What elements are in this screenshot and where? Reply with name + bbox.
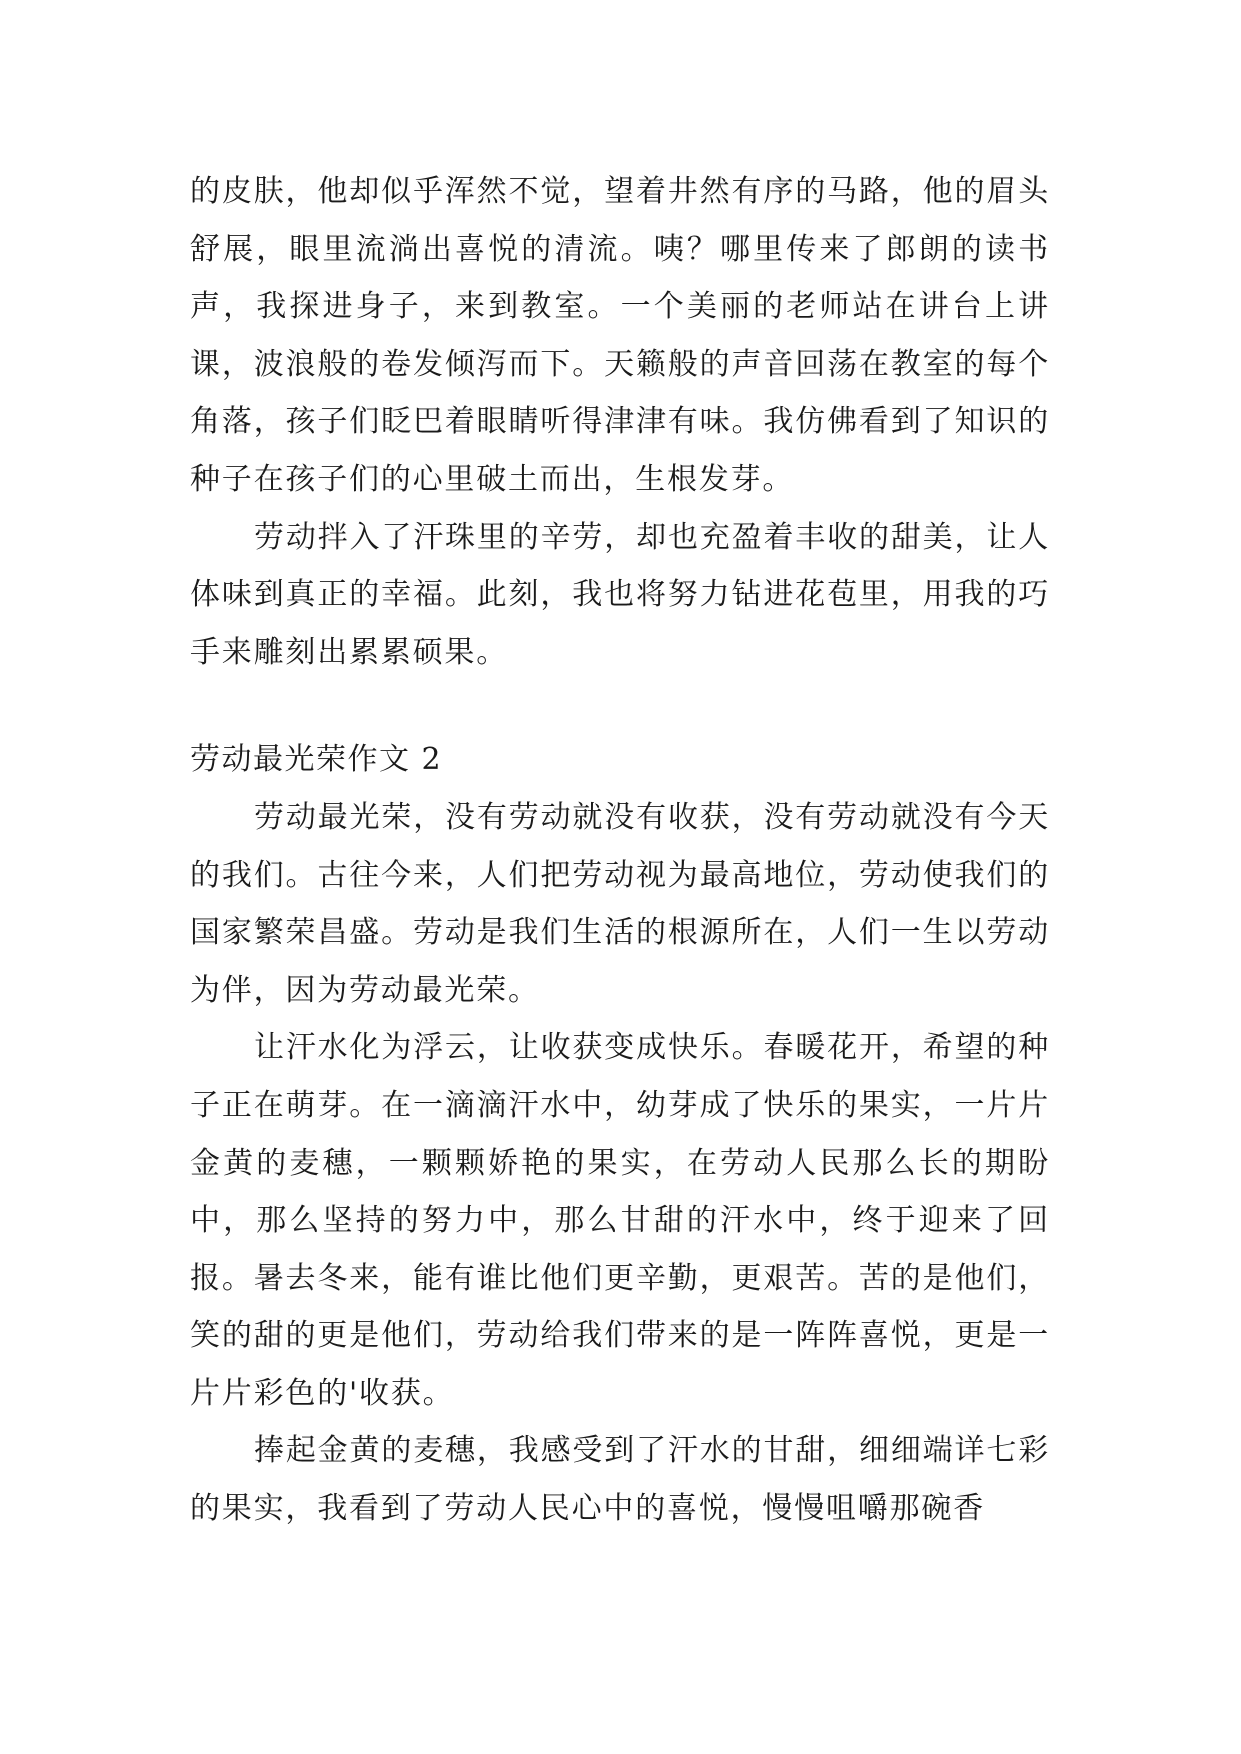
paragraph-continued: 的皮肤，他却似乎浑然不觉，望着井然有序的马路，他的眉头舒展，眼里流淌出喜悦的清流。咦？哪里传来了郎朗的读书声，我探进身子，来到教室。一个美丽的老师站在讲台上讲课，波浪般的卷发倾泻而下。天籁般的声音回荡在教室的每个角落，孩子们眨巴着眼睛听得津津有味。我仿佛看到了知识的种子在孩子们的心里破土而出，生根发芽。	[190, 174, 1050, 497]
paragraph-2: 让汗水化为浮云，让收获变成快乐。春暖花开，希望的种子正在萌芽。在一滴滴汗水中，幼芽成了快乐的果实，一片片金黄的麦穗，一颗颗娇艳的果实，在劳动人民那么长的期盼中，那么坚持的努力中，那么甘甜的汗水中，终于迎来了回报。暑去冬来，能有谁比他们更辛勤，更艰苦。苦的是他们，笑的甜的更是他们，劳动给我们带来的是一阵阵喜悦，更是一片片彩色的'收获。	[190, 1030, 1050, 1411]
paragraph-3: 捧起金黄的麦穗，我感受到了汗水的甘甜，细细端详七彩的果实，我看到了劳动人民心中的喜悦，慢慢咀嚼那碗香	[190, 1433, 1050, 1527]
document-body	[190, 163, 1050, 1538]
paragraph-1: 劳动最光荣，没有劳动就没有收获，没有劳动就没有今天的我们。古往今来，人们把劳动视为最高地位，劳动使我们的国家繁荣昌盛。劳动是我们生活的根源所在，人们一生以劳动为伴，因为劳动最光荣。	[190, 799, 1050, 1008]
essay-title: 劳动最光荣作文 2	[190, 742, 443, 778]
paragraph-closing: 劳动拌入了汗珠里的辛劳，却也充盈着丰收的甜美，让人体味到真正的幸福。此刻，我也将努力钻进花苞里，用我的巧手来雕刻出累累硕果。	[190, 519, 1050, 670]
